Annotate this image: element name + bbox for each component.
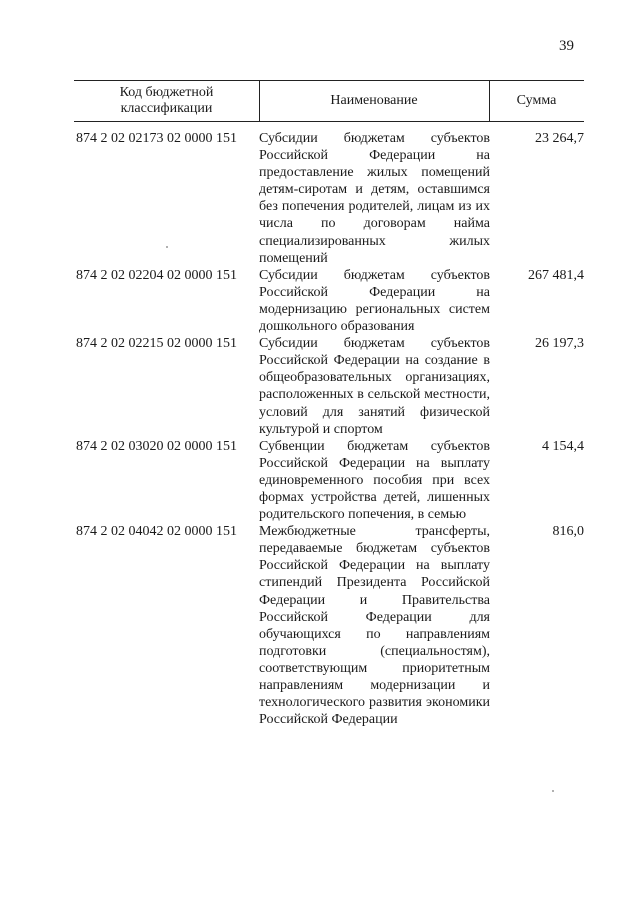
budget-table — [74, 80, 584, 728]
row-code: 874 2 02 03020 02 0000 151 — [76, 438, 237, 454]
table-row — [74, 267, 584, 335]
row-name: Субвенции бюджетам субъектов Российской Федерации на выплату единовременного пособия при всех формах устройства детей, лишенных родительского попечения, в семью — [259, 438, 490, 523]
header-name: Наименование — [330, 93, 418, 108]
row-name: Субсидии бюджетам субъектов Российской Федерации на создание в общеобразовательных организациях, расположенных в сельской местности, условий для занятий физической культурой и спортом — [259, 336, 490, 437]
table-row — [74, 438, 584, 523]
row-code: 874 2 02 04042 02 0000 151 — [76, 524, 237, 540]
row-sum: 267 481,4 — [528, 267, 584, 283]
table-row — [74, 335, 584, 438]
row-sum: 816,0 — [552, 524, 584, 540]
table-row — [74, 523, 584, 728]
row-code: 874 2 02 02173 02 0000 151 — [76, 131, 237, 146]
row-sum: 23 264,7 — [535, 131, 584, 146]
row-sum: 26 197,3 — [535, 336, 584, 352]
table-row — [74, 130, 584, 267]
page-number: 39 — [559, 38, 574, 54]
scan-speck — [552, 790, 554, 792]
row-code: 874 2 02 02204 02 0000 151 — [76, 267, 237, 283]
row-code: 874 2 02 02215 02 0000 151 — [76, 336, 237, 352]
header-code: Код бюджетной классификации — [119, 85, 214, 116]
table-header — [74, 80, 584, 122]
header-sum: Сумма — [516, 93, 557, 108]
row-sum: 4 154,4 — [542, 438, 584, 454]
row-name: Субсидии бюджетам субъектов Российской Федерации на предоставление жилых помещений детям-сиротам и детям, оставшимся без попечения родителей, лицам из их числа по договорам найма специализированных жилых помещений — [259, 131, 490, 266]
row-name: Субсидии бюджетам субъектов Российской Федерации на модернизацию региональных систем дошкольного образования — [259, 267, 490, 335]
scan-speck — [166, 246, 168, 248]
row-name: Межбюджетные трансферты, передаваемые бюджетам субъектов Российской Федерации на выплату стипендий Президента Российской Федерации и Правительства Российской Федерации для обучающихся по направлениям подготовки (специальностям), соответствующим приоритетным направлениям модернизации и технологического развития экономики Российской Федерации — [259, 524, 490, 728]
